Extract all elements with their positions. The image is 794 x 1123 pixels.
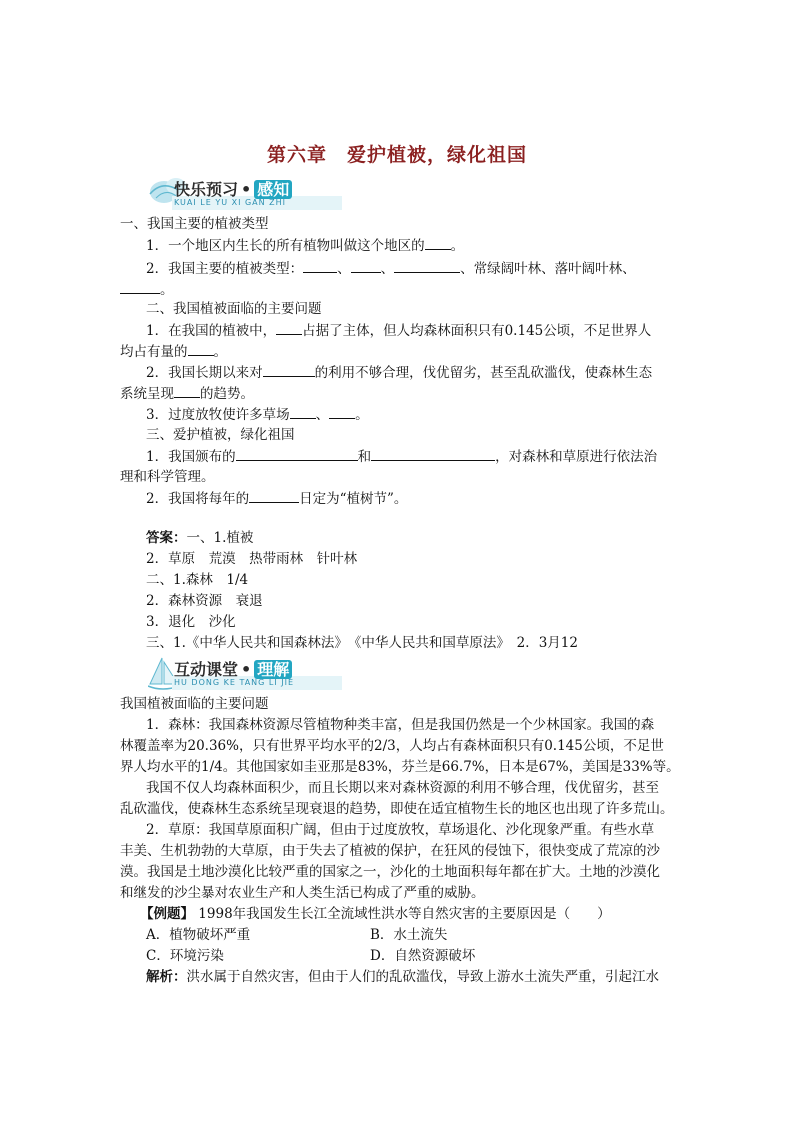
answer-blank bbox=[394, 258, 460, 273]
answer-label: 答案： bbox=[146, 530, 187, 546]
banner-dot: • bbox=[241, 180, 252, 199]
paragraph-line: 丰美、生机勃勃的大草原，由于失去了植被的保护，在狂风的侵蚀下，很快变成了荒凉的沙 bbox=[120, 843, 660, 859]
question-line: 1．在我国的植被中， 占据了主体，但人均森林面积只有0.145公顷，不足世界人 bbox=[146, 320, 706, 341]
question-line: 理和科学管理。 bbox=[120, 469, 215, 485]
section-heading: 三、爱护植被，绿化祖国 bbox=[146, 427, 295, 443]
answer-line: 2．草原 荒漠 热带雨林 针叶林 bbox=[146, 551, 358, 567]
example-label: 【例题】 bbox=[140, 906, 194, 922]
option-b: B．水土流失 bbox=[370, 927, 448, 943]
question-line: 均占有量的 。 bbox=[120, 341, 680, 362]
answer-line: 三、1.《中华人民共和国森林法》 《中华人民共和国草原法》 2．3月12 bbox=[146, 635, 578, 651]
option-a: A．植物破坏严重 bbox=[146, 927, 251, 943]
answer-line: 答案：一、1.植被 bbox=[146, 530, 254, 546]
option-d: D．自然资源破坏 bbox=[370, 948, 476, 964]
answer-blank bbox=[120, 279, 160, 294]
question-line: 1．一个地区内生长的所有植物叫做这个地区的 。 bbox=[146, 235, 706, 256]
answer-blank bbox=[351, 258, 381, 273]
banner-label: 互动课堂 bbox=[174, 660, 239, 679]
paragraph-line: 1．森林：我国森林资源尽管植物种类丰富，但是我国仍然是一个少林国家。我国的森 bbox=[146, 717, 655, 733]
paragraph-line: 林覆盖率为20.36%，只有世界平均水平的2/3，人均占有森林面积只有0.145公顷，不足世 bbox=[120, 738, 664, 754]
analysis-line: 解析：洪水属于自然灾害，但由于人们的乱砍滥伐，导致上游水土流失严重，引起江水 bbox=[146, 969, 659, 985]
paragraph-line: 和继发的沙尘暴对农业生产和人类生活已构成了严重的威胁。 bbox=[120, 885, 485, 901]
paragraph-line: 界人均水平的1/4。其他国家如圭亚那是83%，芬兰是66.7%，日本是67%，美国是33%等。 bbox=[120, 759, 680, 775]
answer-blank bbox=[371, 446, 495, 461]
paragraph-line: 2．草原：我国草原面积广阔，但由于过度放牧，草场退化、沙化现象严重。有些水草 bbox=[146, 822, 655, 838]
answer-blank bbox=[174, 383, 200, 398]
lesson-banner bbox=[148, 656, 348, 696]
analysis-label: 解析： bbox=[146, 969, 187, 985]
answer-line: 3．退化 沙化 bbox=[146, 614, 236, 630]
banner-label: 快乐预习 bbox=[174, 180, 239, 199]
answer-line: 二、1.森林 1/4 bbox=[146, 572, 249, 588]
paragraph-line: 乱砍滥伐，使森林生态系统呈现衰退的趋势，即使在适宜植物生长的地区也出现了许多荒山。 bbox=[120, 801, 674, 817]
answer-blank bbox=[276, 320, 302, 335]
banner-highlight: 感知 bbox=[254, 180, 292, 199]
answer-blank bbox=[303, 258, 337, 273]
answer-blank bbox=[249, 488, 299, 503]
question-line: 2．我国将每年的 日定为“植树节”。 bbox=[146, 488, 706, 509]
banner-subtitle: HU DONG KE TANG LI JIE bbox=[174, 678, 295, 687]
section-heading: 一、我国主要的植被类型 bbox=[120, 216, 269, 232]
paragraph-line: 我国不仅人均森林面积少，而且长期以来对森林资源的利用不够合理，伐优留劣，甚至 bbox=[146, 780, 659, 796]
example-question: 【例题】 1998年我国发生长江全流域性洪水等自然灾害的主要原因是（ ） bbox=[140, 906, 611, 922]
banner-subtitle: KUAI LE YU XI GAN ZHI bbox=[174, 198, 287, 207]
preview-banner bbox=[148, 176, 348, 216]
answer-blank bbox=[188, 341, 214, 356]
answer-blank bbox=[263, 362, 315, 377]
section-heading: 二、我国植被面临的主要问题 bbox=[146, 301, 322, 317]
lesson-heading: 我国植被面临的主要问题 bbox=[120, 696, 269, 712]
question-line: 3．过度放牧使许多草场 、 。 bbox=[146, 404, 706, 425]
question-line: 1．我国颁布的 和 ，对森林和草原进行依法治 bbox=[146, 446, 706, 467]
answer-blank bbox=[425, 235, 451, 250]
answer-blank bbox=[290, 404, 316, 419]
answer-blank bbox=[236, 446, 358, 461]
question-line: 2．我国主要的植被类型： 、 、 、常绿阔叶林、落叶阔叶林、 bbox=[146, 258, 706, 279]
question-line: 2．我国长期以来对 的利用不够合理，伐优留劣，甚至乱砍滥伐，使森林生态 bbox=[146, 362, 706, 383]
answer-blank bbox=[329, 404, 355, 419]
banner-highlight: 理解 bbox=[254, 660, 292, 679]
question-line: 系统呈现 的趋势。 bbox=[120, 383, 680, 404]
answer-line: 2．森林资源 衰退 bbox=[146, 593, 263, 609]
paragraph-line: 漠。我国是土地沙漠化比较严重的国家之一，沙化的土地面积每年都在扩大。土地的沙漠化 bbox=[120, 864, 660, 880]
banner-dot: • bbox=[241, 660, 252, 679]
question-line: 。 bbox=[120, 279, 680, 300]
option-c: C．环境污染 bbox=[146, 948, 224, 964]
chapter-title: 第六章 爱护植被，绿化祖国 bbox=[266, 144, 527, 166]
